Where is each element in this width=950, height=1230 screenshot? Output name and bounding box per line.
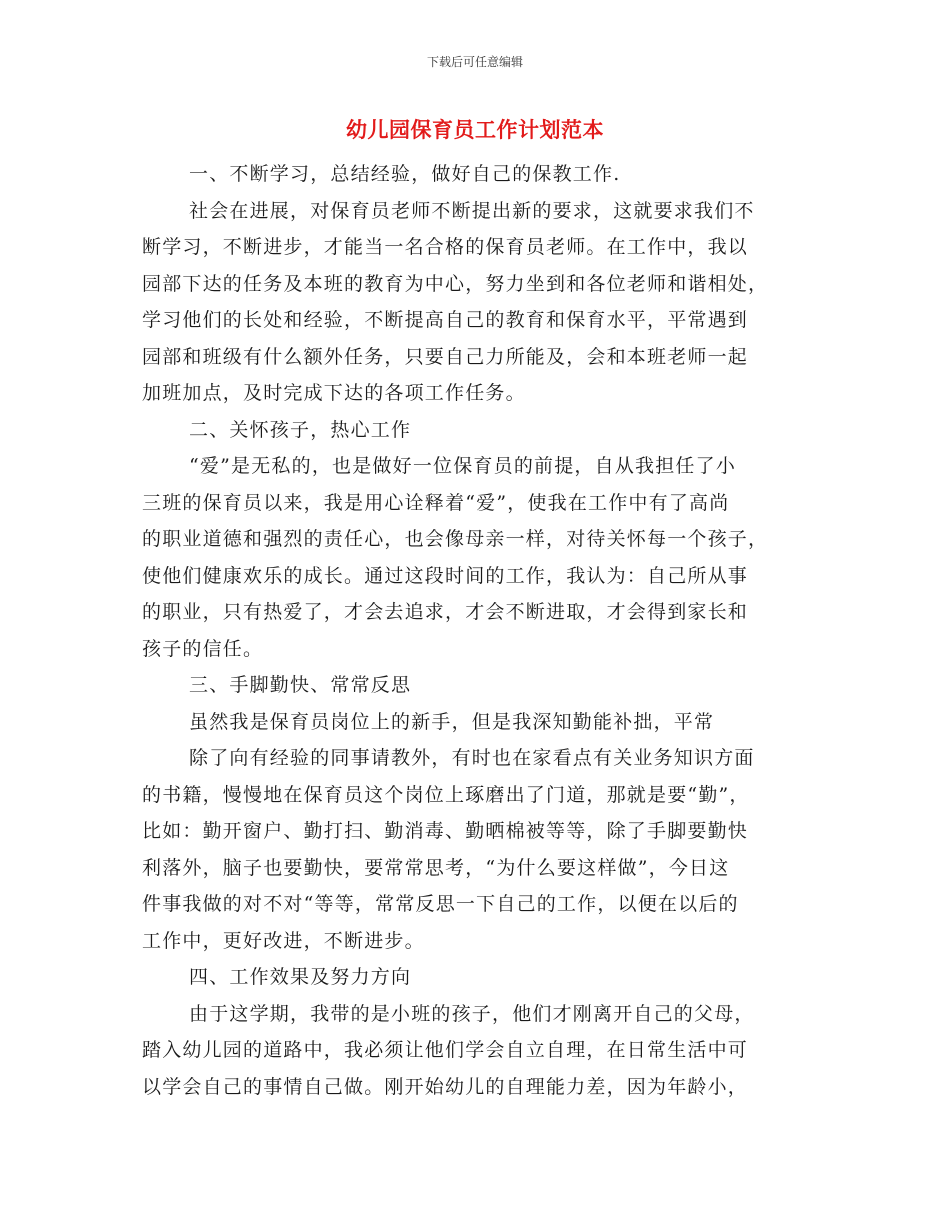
document-body [142,156,810,1105]
text-line: 的职业道德和强烈的责任心，也会像母亲一样，对待关怀每一个孩子， [142,528,769,550]
text-line: 四、工作效果及努力方向 [189,966,412,988]
text-line: 踏入幼儿园的道路中，我必须让他们学会自立自理，在日常生活中可 [142,1039,749,1061]
paragraph [142,704,810,741]
text-line: 园部和班级有什么额外任务，只要自己力所能及，会和本班老师一起 [142,345,749,368]
text-line: 孩子的信任。 [142,637,264,660]
text-line: 加班加点，及时完成下达的各项工作任务。 [142,382,526,404]
paragraph [142,448,810,667]
section-heading-2 [142,412,810,449]
text-line: 工作中，更好改进，不断进步。 [142,929,425,952]
text-line: 社会在进展，对保育员老师不断提出新的要求，这就要求我们不 [189,199,755,222]
text-line: 的职业，只有热爱了，才会去追求，才会不断进取，才会得到家长和 [142,601,749,623]
text-line: 件事我做的对不对“等等，常常反思一下自己的工作，以便在以后的 [142,893,739,915]
paragraph [142,193,810,412]
section-heading-1 [142,156,810,193]
text-line: 断学习，不断进步，才能当一名合格的保育员老师。在工作中，我以 [142,236,749,258]
document-title: 幼儿园保育员工作计划范本 [346,118,604,142]
paragraph [142,996,810,1106]
paragraph [142,740,810,959]
text-line: 利落外，脑子也要勤快，要常常思考，“为什么要这样做”，今日这 [142,856,730,879]
text-line: 三班的保育员以来，我是用心诠释着“爱”，使我在工作中有了高尚 [142,491,730,514]
text-line: 二、关怀孩子，热心工作 [189,418,412,441]
text-line: 虽然我是保育员岗位上的新手，但是我深知勤能补拙，平常 [189,710,715,733]
text-line: 学习他们的长处和经验，不断提高自己的教育和保育水平，平常遇到 [142,309,749,331]
text-line: 一、不断学习，总结经验，做好自己的保教工作. [189,163,621,185]
page-header-note: 下载后可任意编辑 [426,55,523,69]
text-line: 比如：勤开窗户、勤打扫、勤消毒、勤晒棉被等等，除了手脚要勤快 [142,820,749,842]
text-line: 由于这学期，我带的是小班的孩子，他们才刚离开自己的父母， [189,1002,755,1025]
text-line: 除了向有经验的同事请教外，有时也在家看点有关业务知识方面 [189,747,755,769]
text-line: 园部下达的任务及本班的教育为中心，努力坐到和各位老师和谐相处， [142,272,769,295]
text-line: “爱”是无私的，也是做好一位保育员的前提，自从我担任了小 [189,455,737,477]
text-line: 的书籍，慢慢地在保育员这个岗位上琢磨出了门道，那就是要“勤”， [142,783,750,806]
text-line: 以学会自己的事情自己做。刚开始幼儿的自理能力差，因为年龄小， [142,1075,749,1098]
text-line: 三、手脚勤快、常常反思 [189,674,412,696]
section-heading-3 [142,667,810,704]
section-heading-4 [142,959,810,996]
text-line: 使他们健康欢乐的成长。通过这段时间的工作，我认为：自己所从事 [142,564,749,587]
